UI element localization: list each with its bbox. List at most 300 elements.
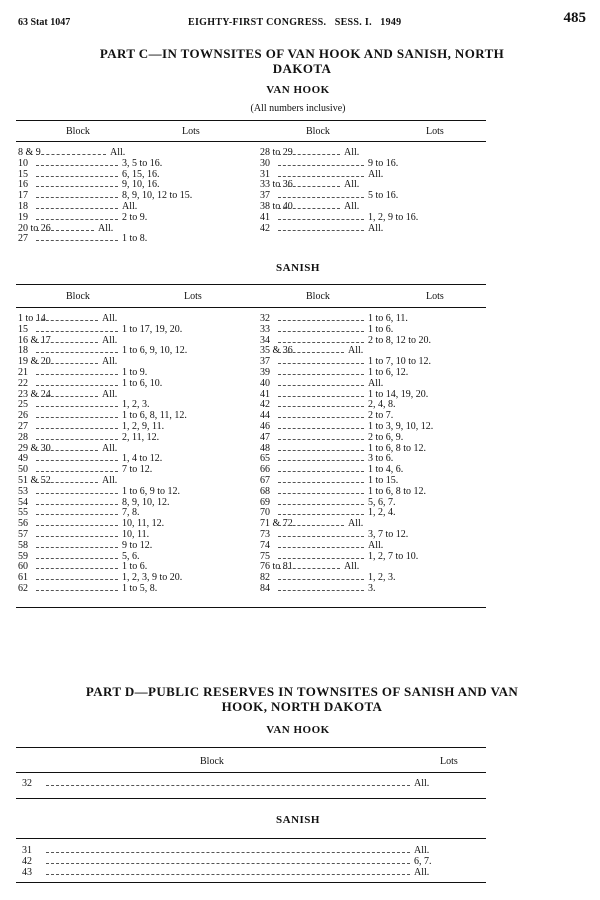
table-row [260,465,433,476]
running-header [18,10,586,34]
table-row [18,213,192,224]
lots-value: All. [344,561,360,573]
lots-value: 2 to 8, 12 to 20. [368,334,432,346]
table-row [18,170,192,181]
block-number: 51 & 52 [18,474,51,486]
lots-value: 6, 7. [414,856,432,867]
col-lots-header: Lots [182,126,200,137]
van-hook-heading: VAN HOOK [266,84,330,96]
lots-value: All. [414,778,430,789]
block-number: 33 to 36 [260,179,293,191]
block-number: 40 [260,377,270,389]
table-row [18,498,187,509]
block-number: 15 [18,168,28,180]
leader-dots [278,433,364,440]
block-number: 58 [18,539,28,551]
block-number: 8 & 9 [18,147,41,158]
table-row [18,573,187,584]
leader-dots [278,465,364,472]
leader-dots [278,148,340,155]
block-number: 41 [260,388,270,400]
col-lots-header: Lots [426,291,444,302]
lots-value: All. [102,388,118,400]
lots-value: All. [414,845,430,856]
lots-value: 3. [368,582,376,594]
leader-dots [36,508,118,515]
block-number: 23 & 24 [18,388,51,400]
block-number: 67 [260,474,270,486]
lots-value: 1 to 6, 11. [368,313,408,324]
lots-value: 1, 2, 9 to 16. [368,211,419,223]
block-number: 60 [18,561,28,573]
table-row [260,444,433,455]
block-number: 16 & 17 [18,334,51,346]
table-header-rule [16,141,486,142]
leader-dots [36,336,98,343]
leader-dots [278,508,364,515]
block-number: 47 [260,431,270,443]
lots-value: 1 to 15. [368,474,399,486]
block-number: 15 [18,323,28,335]
part-d-title: PART D—PUBLIC RESERVES IN TOWNSITES OF SANISH AND VAN HOOK, NORTH DAKOTA [85,684,519,714]
lots-value: 5 to 16. [368,190,399,202]
lots-value: 8, 9, 10, 12 to 15. [122,190,193,202]
leader-dots [278,379,364,386]
header-congress: EIGHTY-FIRST CONGRESS. SESS. I. 1949 [188,17,402,28]
lots-value: 7 to 12. [122,464,153,476]
leader-dots [278,202,340,209]
table-row [260,325,433,336]
table-row [18,325,187,336]
lots-value: 1 to 6, 8, 11, 12. [122,410,187,422]
block-number: 53 [18,485,28,497]
lots-value: 9 to 16. [368,157,399,169]
leader-dots [36,234,118,241]
block-number: 21 [18,366,28,378]
leader-dots [36,390,98,397]
block-number: 38 to 40 [260,200,293,212]
lots-value: All. [348,518,364,530]
block-number: 61 [18,572,28,584]
block-number: 66 [260,464,270,476]
lots-value: 7, 8. [122,507,140,519]
block-number: 26 [18,410,28,422]
lots-value: 2 to 9. [122,211,148,223]
block-number: 43 [22,867,32,878]
table-row [18,191,192,202]
table-row [18,379,187,390]
table-row [260,379,433,390]
block-number: 16 [18,179,28,191]
block-number: 39 [260,366,270,378]
leader-dots [278,519,344,526]
leader-dots [36,541,118,548]
col-block-header: Block [306,126,330,137]
lots-value: 2, 4, 8. [368,399,396,411]
leader-dots [36,584,118,591]
leader-dots [36,552,118,559]
col-lots-header: Lots [426,126,444,137]
leader-dots [278,325,364,332]
table-row [260,422,433,433]
leader-dots [278,390,364,397]
lots-value: 1 to 17, 19, 20. [122,323,183,335]
table-row [18,433,187,444]
block-number: 41 [260,211,270,223]
table-row [18,519,187,530]
leader-dots [36,444,98,451]
block-number: 70 [260,507,270,519]
block-number: 75 [260,550,270,562]
table-row [260,454,433,465]
lots-value: 8, 9, 10, 12. [122,496,170,508]
lots-value: 10, 11, 12. [122,518,165,530]
block-number: 49 [18,453,28,465]
table-row [260,530,433,541]
table-row [18,422,187,433]
lots-value: 1 to 6, 8 to 12. [368,442,427,454]
block-number: 28 [18,431,28,443]
table-row [260,541,433,552]
block-number: 29 & 30 [18,442,51,454]
lots-value: All. [344,147,360,158]
table-row [260,314,433,325]
block-number: 19 [18,211,28,223]
leader-dots [36,202,118,209]
col-block-header: Block [306,291,330,302]
col-block-header: Block [200,756,224,767]
leader-dots [36,422,118,429]
leader-dots [36,213,118,220]
leader-dots [36,170,118,177]
leader-dots [278,476,364,483]
block-number: 10 [18,157,28,169]
lots-value: All. [368,168,384,180]
block-number: 46 [260,420,270,432]
block-number: 55 [18,507,28,519]
lots-value: 3, 5 to 16. [122,157,163,169]
block-number: 76 to 81 [260,561,293,573]
lots-value: 1 to 3, 9, 10, 12. [368,420,434,432]
lots-value: 1 to 6, 9, 10, 12. [122,345,188,357]
lots-value: 1 to 6, 9 to 12. [122,485,181,497]
table-header-rule [16,772,486,773]
leader-dots [36,357,98,364]
block-number: 84 [260,582,270,594]
lots-value: All. [344,200,360,212]
leader-dots [36,325,118,332]
block-number: 28 to 29 [260,147,293,158]
lots-value: All. [348,345,364,357]
table-row [260,213,418,224]
leader-dots [36,148,106,155]
block-number: 18 [18,345,28,357]
block-number: 1 to 14 [18,313,46,324]
block-number: 73 [260,528,270,540]
table-row [18,159,192,170]
leader-dots [278,336,364,343]
leader-dots [278,224,364,231]
block-number: 37 [260,356,270,368]
block-number: 31 [22,845,32,856]
leader-dots [46,868,410,875]
table-row [22,778,482,789]
lots-value: 1 to 4, 6. [368,464,404,476]
lots-value: All. [110,147,126,158]
lots-value: All. [102,313,118,324]
table-row [260,498,433,509]
block-number: 57 [18,528,28,540]
block-number: 33 [260,323,270,335]
lots-value: 2, 11, 12. [122,431,160,443]
table-row [260,433,433,444]
leader-dots [36,224,94,231]
lots-value: 1 to 6. [368,323,394,335]
leader-dots [278,444,364,451]
block-number: 25 [18,399,28,411]
leader-dots [278,191,364,198]
lots-value: 9, 10, 16. [122,179,160,191]
lots-value: 10, 11. [122,528,150,540]
lots-value: All. [98,222,114,234]
lots-value: 1 to 6, 10. [122,377,163,389]
lots-value: All. [368,222,384,234]
van-hook-table-right [260,148,418,234]
table-row [18,584,187,595]
leader-dots [278,573,364,580]
stat-reference: 63 Stat 1047 [18,17,71,28]
lots-value: All. [368,377,384,389]
block-number: 54 [18,496,28,508]
lots-value: 3 to 6. [368,453,394,465]
lots-value: 1 to 6, 8 to 12. [368,485,427,497]
leader-dots [278,400,364,407]
block-number: 62 [18,582,28,594]
leader-dots [278,562,340,569]
block-number: 69 [260,496,270,508]
block-number: 30 [260,157,270,169]
table-header-rule [16,307,486,308]
block-number: 42 [22,856,32,867]
inclusive-note: (All numbers inclusive) [250,103,346,114]
lots-value: 5, 6, 7. [368,496,396,508]
lots-value: All. [102,442,118,454]
leader-dots [46,857,410,864]
leader-dots [36,180,118,187]
leader-dots [278,180,340,187]
table-row [18,390,187,401]
table-row [18,541,187,552]
leader-dots [278,498,364,505]
part-c-title: PART C—IN TOWNSITES OF VAN HOOK AND SANISH, NORTH DAKOTA [99,46,505,76]
leader-dots [36,476,98,483]
block-number: 22 [18,377,28,389]
lots-value: 1, 2, 3, 9 to 20. [122,572,183,584]
lots-value: 1 to 6, 12. [368,366,409,378]
block-number: 48 [260,442,270,454]
table-row [18,454,187,465]
table-row [18,487,187,498]
lots-value: 2 to 7. [368,410,394,422]
leader-dots [278,357,364,364]
col-lots-header: Lots [440,756,458,767]
table-top-rule [16,838,486,839]
lots-value: All. [102,474,118,486]
table-top-rule [16,284,486,285]
van-hook-table-left [18,148,192,245]
block-number: 82 [260,572,270,584]
leader-dots [278,346,344,353]
leader-dots [278,170,364,177]
table-row [22,845,482,856]
leader-dots [36,519,118,526]
col-block-header: Block [66,126,90,137]
sanish-table-right [260,314,433,595]
block-number: 59 [18,550,28,562]
lots-value: 1 to 7, 10 to 12. [368,356,432,368]
leader-dots [36,433,118,440]
lots-value: All. [122,200,138,212]
lots-value: 1 to 5, 8. [122,582,158,594]
leader-dots [278,541,364,548]
block-number: 31 [260,168,270,180]
leader-dots [36,465,118,472]
sanish-heading: SANISH [276,814,320,826]
lots-value: 1, 2, 4. [368,507,396,519]
block-number: 18 [18,200,28,212]
table-row [260,562,433,573]
sanish-table-left [18,314,187,595]
block-number: 19 & 20 [18,356,51,368]
leader-dots [36,379,118,386]
block-number: 20 to 26 [18,222,51,234]
table-row [18,530,187,541]
lots-value: 2 to 6, 9. [368,431,404,443]
table-top-rule [16,120,486,121]
block-number: 37 [260,190,270,202]
lots-value: 9 to 12. [122,539,153,551]
table-row [260,400,433,411]
leader-dots [36,562,118,569]
sanish-heading: SANISH [276,262,320,274]
lots-value: 5, 6. [122,550,140,562]
table-bottom-rule [16,607,486,608]
block-number: 35 & 36 [260,345,293,357]
block-number: 50 [18,464,28,476]
leader-dots [278,552,364,559]
lots-value: 1, 2, 7 to 10. [368,550,419,562]
table-row [18,357,187,368]
table-row [18,224,192,235]
table-row [260,159,418,170]
col-block-header: Block [66,291,90,302]
block-number: 44 [260,410,270,422]
leader-dots [278,584,364,591]
leader-dots [36,346,118,353]
table-bottom-rule [16,882,486,883]
table-row [18,552,187,563]
leader-dots [36,573,118,580]
lots-value: 1, 4 to 12. [122,453,163,465]
leader-dots [278,487,364,494]
leader-dots [36,368,118,375]
block-number: 65 [260,453,270,465]
lots-value: 1 to 6. [122,561,148,573]
lots-value: 1 to 9. [122,366,148,378]
table-row [18,148,192,159]
lots-value: 3, 7 to 12. [368,528,409,540]
lots-value: All. [368,539,384,551]
page-number: 485 [563,10,586,26]
block-number: 32 [260,313,270,324]
leader-dots [278,422,364,429]
lots-value: All. [344,179,360,191]
lots-value: All. [102,334,118,346]
leader-dots [36,411,118,418]
table-row [260,224,418,235]
lots-value: All. [102,356,118,368]
table-row [260,573,433,584]
block-number: 42 [260,222,270,234]
table-row [260,390,433,401]
leader-dots [36,400,118,407]
block-number: 42 [260,399,270,411]
block-number: 27 [18,233,28,245]
lots-value: 1, 2, 3. [368,572,396,584]
table-row [18,202,192,213]
leader-dots [36,530,118,537]
lots-value: 1, 2, 3. [122,399,150,411]
lots-value: 6, 15, 16. [122,168,160,180]
leader-dots [278,454,364,461]
leader-dots [36,498,118,505]
lots-value: 1 to 14, 19, 20. [368,388,429,400]
leader-dots [46,779,410,786]
leader-dots [36,454,118,461]
table-row [260,584,433,595]
block-number: 68 [260,485,270,497]
lots-value: 1 to 8. [122,233,148,245]
block-number: 27 [18,420,28,432]
block-number: 34 [260,334,270,346]
lots-value: All. [414,867,430,878]
leader-dots [46,846,410,853]
col-lots-header: Lots [184,291,202,302]
block-number: 32 [22,778,32,789]
leader-dots [278,530,364,537]
table-bottom-rule [16,798,486,799]
block-number: 74 [260,539,270,551]
leader-dots [278,159,364,166]
block-number: 17 [18,190,28,202]
leader-dots [36,487,118,494]
leader-dots [278,213,364,220]
leader-dots [36,314,98,321]
table-top-rule [16,747,486,748]
table-row [18,234,192,245]
table-row [260,368,433,379]
van-hook-heading: VAN HOOK [266,724,330,736]
block-number: 56 [18,518,28,530]
table-row [22,867,482,878]
table-row [22,856,482,867]
leader-dots [278,314,364,321]
leader-dots [278,368,364,375]
leader-dots [278,411,364,418]
lots-value: 1, 2, 9, 11. [122,420,165,432]
table-row [260,487,433,498]
leader-dots [36,191,118,198]
